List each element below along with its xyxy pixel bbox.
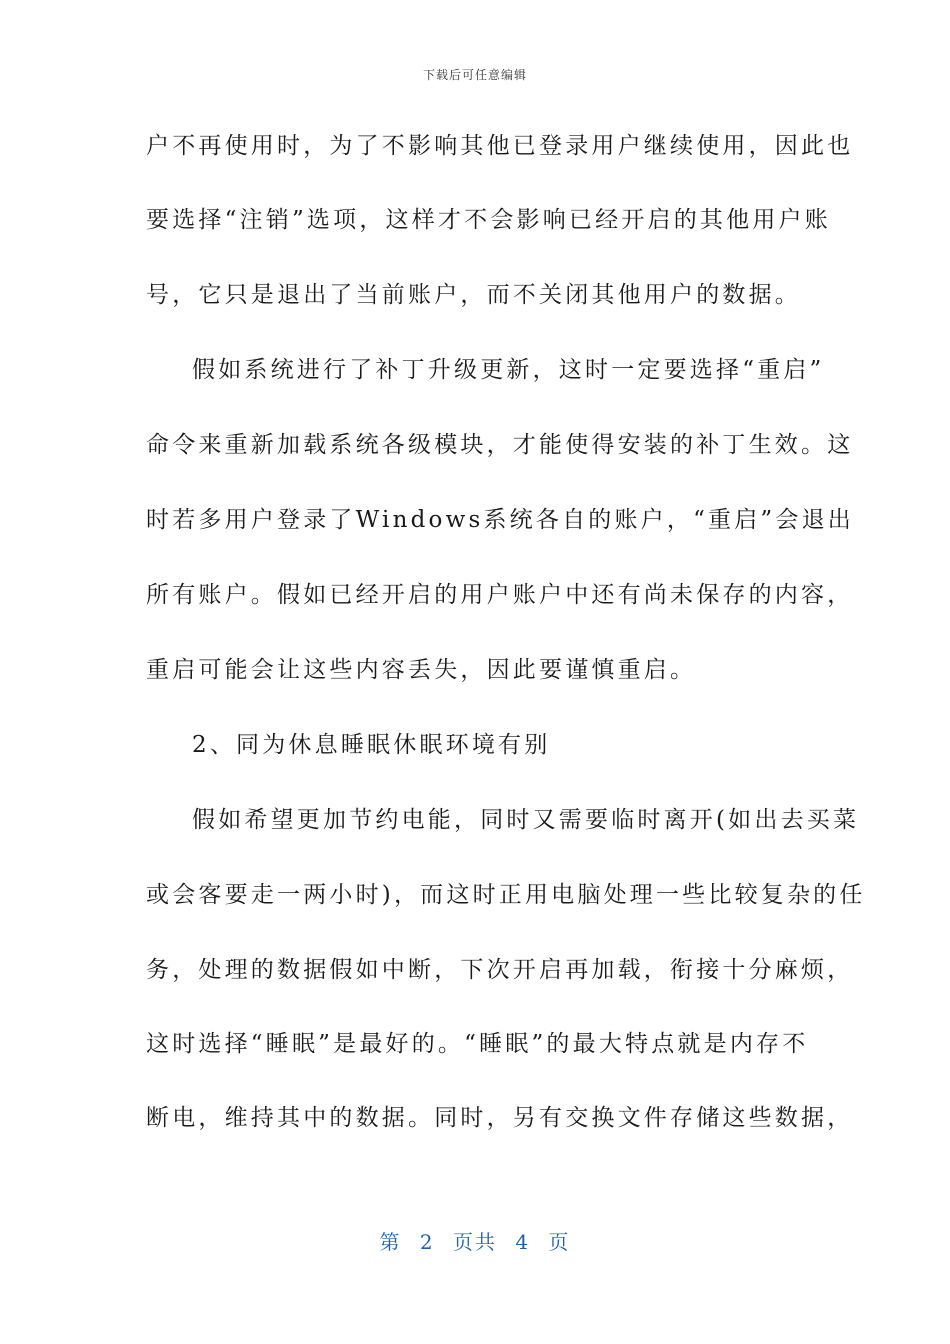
paragraph-first-line: 假如系统进行了补丁升级更新，这时一定要选择“重启” [192, 357, 825, 383]
body-line: 要选择“注销”选项，这样才不会影响已经开启的其他用户账 [146, 207, 831, 233]
body-line: 命令来重新加载系统各级模块，才能使得安装的补丁生效。这 [146, 432, 854, 458]
page-header: 下载后可任意编辑 [422, 68, 527, 82]
page-footer: 第 2 页共 4 页 [379, 1230, 571, 1254]
body-line: 重启可能会让这些内容丢失，因此要谨慎重启。 [146, 657, 697, 683]
body-line: 时若多用户登录了Windows系统各自的账户，“重启”会退出 [146, 507, 854, 533]
section-heading: 2、同为休息睡眠休眠环境有别 [192, 732, 551, 758]
body-line: 户不再使用时，为了不影响其他已登录用户继续使用，因此也 [146, 133, 854, 159]
body-line: 务，处理的数据假如中断，下次开启再加载，衔接十分麻烦， [146, 957, 854, 983]
body-line: 或会客要走一两小时)，而这时正用电脑处理一些比较复杂的任 [146, 882, 866, 908]
body-line: 所有账户。假如已经开启的用户账户中还有尚未保存的内容， [146, 582, 854, 608]
body-line: 断电，维持其中的数据。同时，另有交换文件存储这些数据， [146, 1105, 854, 1131]
body-line: 号，它只是退出了当前账户，而不关闭其他用户的数据。 [146, 282, 801, 308]
paragraph-first-line: 假如希望更加节约电能，同时又需要临时离开(如出去买菜 [192, 807, 860, 833]
body-line: 这时选择“睡眠”是最好的。“睡眠”的最大特点就是内存不 [146, 1031, 809, 1057]
